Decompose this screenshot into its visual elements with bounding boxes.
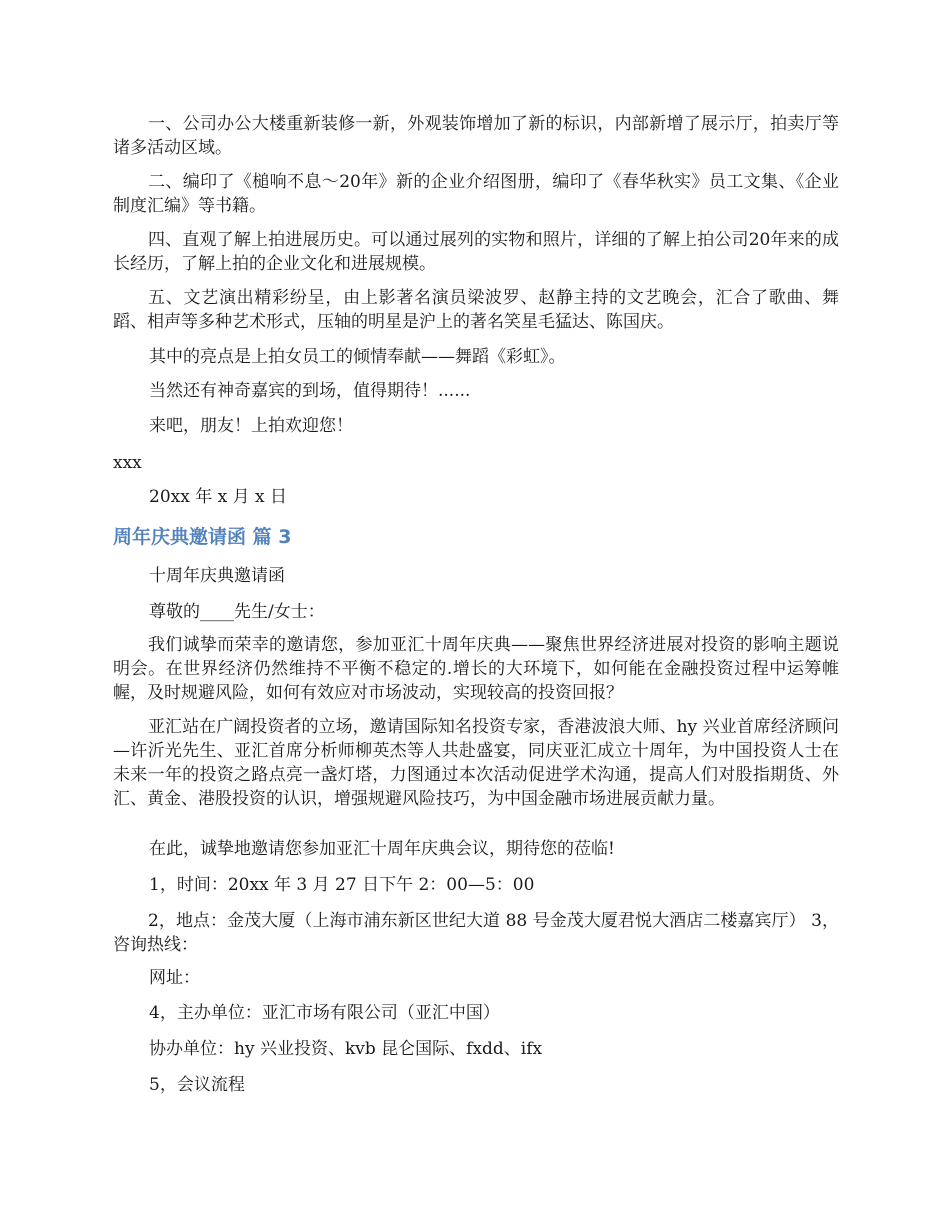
paragraph-speakers: 亚汇站在广阔投资者的立场，邀请国际知名投资专家，香港波浪大师、hy 兴业首席经济顾问—许沂光先生、亚汇首席分析师柳英杰等人共赴盛宴，同庆亚汇成立十周年，为中国投资人士在未来一年的投资之路点亮一盏灯塔，力图通过本次活动促进学术沟通，提高人们对股指期货、外汇、黄金、港股投资的认识，增强规避风险技巧，为中国金融市场进展贡献力量。 xyxy=(113,717,839,809)
paragraph-performance: 五、文艺演出精彩纷呈，由上影著名演员梁波罗、赵静主持的文艺晚会，汇合了歌曲、舞蹈、相声等多种艺术形式，压轴的明星是沪上的著名笑星毛猛达、陈国庆。 xyxy=(113,288,839,332)
paragraph-highlight: 其中的亮点是上拍女员工的倾情奉献——舞蹈《彩虹》。 xyxy=(149,347,566,367)
letter-title: 十周年庆典邀请函 xyxy=(149,566,285,586)
item-co-organizer: 协办单位：hy 兴业投资、kvb 昆仑国际、fxdd、ifx xyxy=(149,1039,543,1059)
item-organizer: 4，主办单位：亚汇市场有限公司（亚汇中国） xyxy=(149,1003,500,1023)
paragraph-guests: 当然还有神奇嘉宾的到场，值得期待！...... xyxy=(149,381,471,401)
section-heading: 周年庆典邀请函 篇 3 xyxy=(113,526,292,548)
date-line: 20xx 年 x 月 x 日 xyxy=(149,487,288,507)
item-agenda: 5，会议流程 xyxy=(149,1075,245,1095)
item-time: 1，时间：20xx 年 3 月 27 日下午 2：00—5：00 xyxy=(149,875,535,895)
item-website: 网址： xyxy=(149,968,200,988)
paragraph-invitation: 我们诚挚而荣幸的邀请您，参加亚汇十周年庆典——聚焦世界经济进展对投资的影响主题说明会。在世界经济仍然维持不平衡不稳定的.增长的大环境下，如何能在金融投资过程中运筹帷幄，及时规避风险，如何有效应对市场波动，实现较高的投资回报？ xyxy=(113,635,839,703)
greeting: 尊敬的____先生/女士： xyxy=(149,602,325,622)
paragraph-publications: 二、编印了《槌响不息～20年》新的企业介绍图册，编印了《春华秋实》员工文集、《企业制度汇编》等书籍。 xyxy=(113,172,839,216)
paragraph-closing: 在此，诚挚地邀请您参加亚汇十周年庆典会议，期待您的莅临! xyxy=(149,839,615,859)
paragraph-welcome: 来吧，朋友！上拍欢迎您！ xyxy=(149,416,353,436)
item-location: 2，地点：金茂大厦（上海市浦东新区世纪大道 88 号金茂大厦君悦大酒店二楼嘉宾厅） 3，咨询热线： xyxy=(113,911,839,955)
paragraph-renovation: 一、公司办公大楼重新装修一新，外观装饰增加了新的标识，内部新增了展示厅，拍卖厅等诸多活动区域。 xyxy=(113,114,839,158)
paragraph-history: 四、直观了解上拍进展历史。可以通过展列的实物和照片，详细的了解上拍公司20年来的成长经历，了解上拍的企业文化和进展规模。 xyxy=(113,230,839,274)
signer: xxx xyxy=(113,453,142,473)
